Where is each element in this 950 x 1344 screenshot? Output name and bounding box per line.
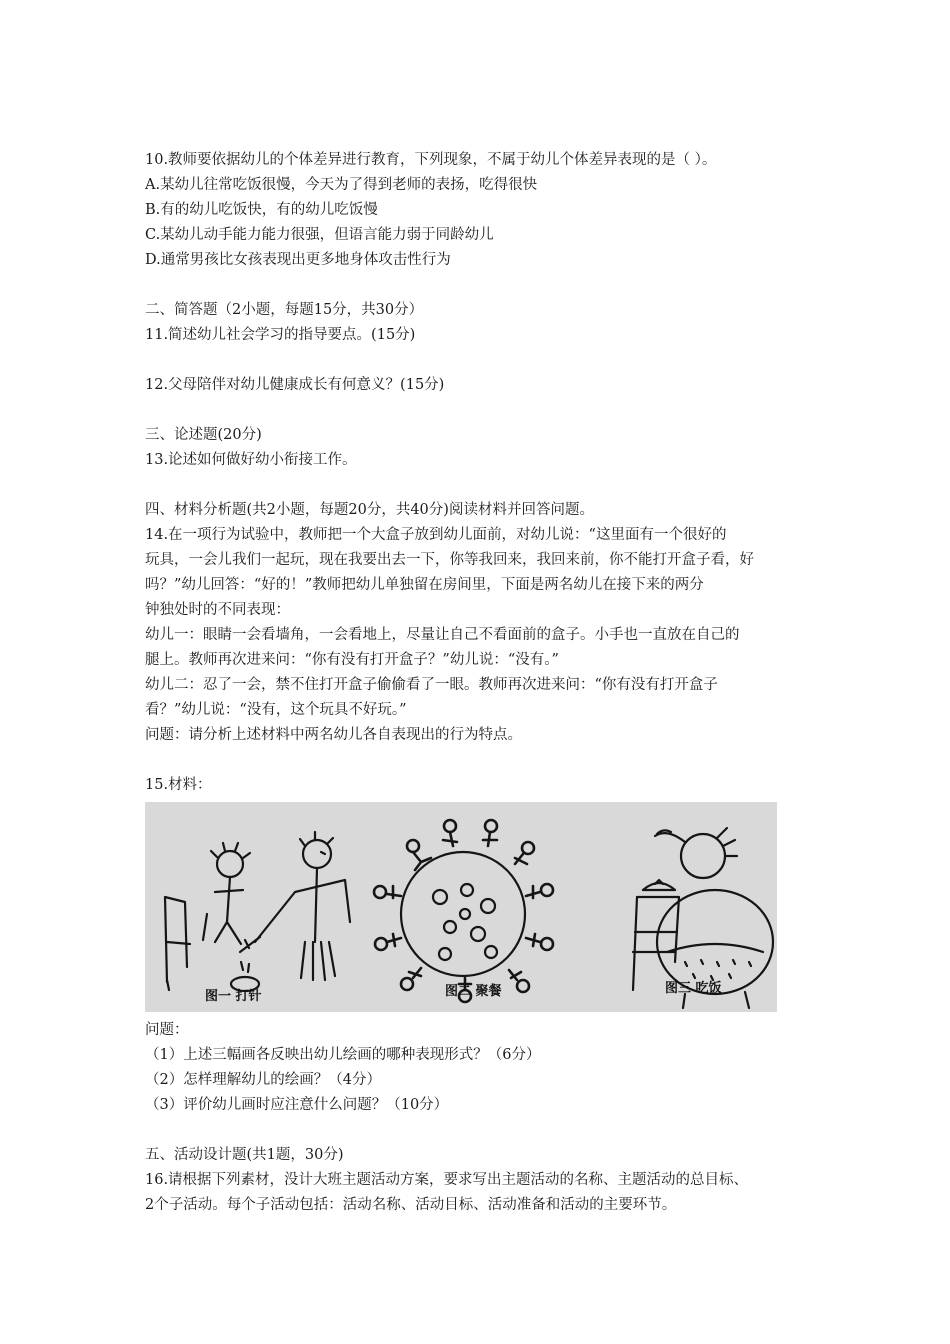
- section4-title: 四、材料分析题(共2小题，每题20分，共40分)阅读材料并回答问题。: [145, 502, 594, 518]
- q14-line: 14.在一项行为试验中，教师把一个大盒子放到幼儿面前，对幼儿说：“这里面有一个很好的: [145, 527, 727, 543]
- drawing-injection: [165, 832, 350, 991]
- q13: 13.论述如何做好幼小衔接工作。: [145, 452, 357, 468]
- q14-line: 玩具，一会儿我们一起玩，现在我要出去一下，你等我回来，我回来前，你不能打开盒子看，好: [145, 552, 754, 568]
- q15-question-2: （2）怎样理解幼儿的绘画？（4分）: [145, 1072, 381, 1088]
- q10-stem: 10.教师要依据幼儿的个体差异进行教育，下列现象，不属于幼儿个体差异表现的是（ ）。: [145, 152, 717, 168]
- q15-question-label: 问题：: [145, 1022, 189, 1038]
- figure-caption-1: 图一 打针: [205, 989, 262, 1004]
- figure-caption-3: 图三 吃饭: [665, 981, 722, 996]
- q10-option-c: C.某幼儿动手能力能力很强，但语言能力弱于同龄幼儿: [145, 227, 494, 243]
- q15-label: 15.材料：: [145, 777, 212, 793]
- q10-option-a: A.某幼儿往常吃饭很慢，今天为了得到老师的表扬，吃得很快: [145, 177, 538, 193]
- figure-caption-2: 图二 聚餐: [445, 984, 502, 999]
- section5-title: 五、活动设计题(共1题，30分): [145, 1147, 344, 1163]
- q14-line: 看？”幼儿说：“没有，这个玩具不好玩。”: [145, 702, 407, 718]
- q12: 12.父母陪伴对幼儿健康成长有何意义？(15分): [145, 377, 445, 393]
- section2-title: 二、简答题（2小题，每题15分，共30分）: [145, 302, 424, 318]
- q14-line: 幼儿二：忍了一会，禁不住打开盒子偷偷看了一眼。教师再次进来问：“你有没有打开盒子: [145, 677, 718, 693]
- q14-line: 钟独处时的不同表现：: [145, 602, 290, 618]
- drawing-group-meal: [374, 820, 553, 1002]
- children-drawings-figure: [145, 802, 777, 1012]
- q10-option-b: B.有的幼儿吃饭快，有的幼儿吃饭慢: [145, 202, 378, 218]
- q15-question-1: （1）上述三幅画各反映出幼儿绘画的哪种表现形式？（6分）: [145, 1047, 541, 1063]
- exam-page: [145, 148, 825, 1218]
- q15-question-3: （3）评价幼儿画时应注意什么问题？（10分）: [145, 1097, 449, 1113]
- q14-question: 问题：请分析上述材料中两名幼儿各自表现出的行为特点。: [145, 727, 522, 743]
- q11: 11.简述幼儿社会学习的指导要点。(15分): [145, 327, 416, 343]
- q14-line: 吗？”幼儿回答：“好的！”教师把幼儿单独留在房间里，下面是两名幼儿在接下来的两分: [145, 577, 704, 593]
- q16-line: 2个子活动。每个子活动包括：活动名称、活动目标、活动准备和活动的主要环节。: [145, 1197, 677, 1213]
- q14-line: 腿上。教师再次进来问：“你有没有打开盒子？”幼儿说：“没有。”: [145, 652, 559, 668]
- q10-option-d: D.通常男孩比女孩表现出更多地身体攻击性行为: [145, 252, 451, 268]
- q14-line: 幼儿一：眼睛一会看墙角，一会看地上，尽量让自己不看面前的盒子。小手也一直放在自己的: [145, 627, 740, 643]
- q16-line: 16.请根据下列素材，没计大班主题活动方案，要求写出主题活动的名称、主题活动的总目标、: [145, 1172, 749, 1188]
- section3-title: 三、论述题(20分): [145, 427, 262, 443]
